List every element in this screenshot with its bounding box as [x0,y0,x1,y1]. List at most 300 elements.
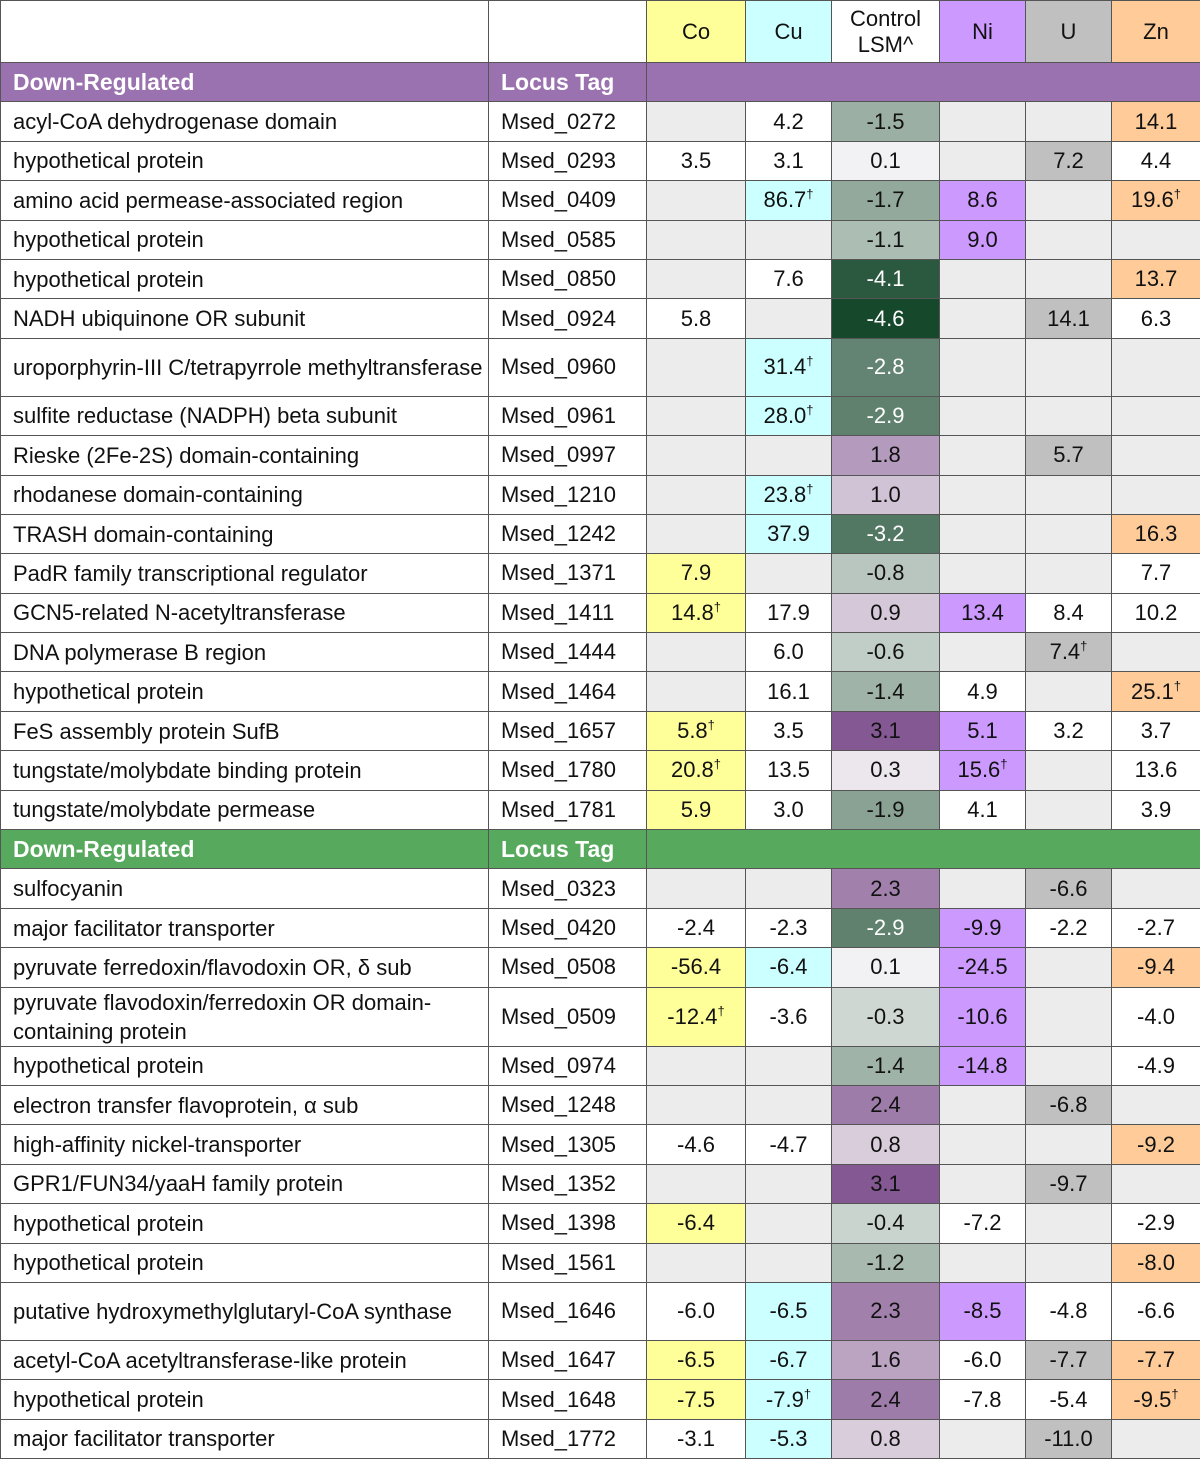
value-u: 8.4 [1026,593,1112,632]
value-zn [1112,1085,1200,1124]
value-zn [1112,672,1200,711]
locus-tag: Msed_0323 [489,869,647,908]
gene-name: hypothetical protein [1,1243,489,1282]
dagger-mark: † [1080,638,1088,654]
value-u: 5.7 [1026,436,1112,475]
value-ctl: -1.5 [832,102,940,141]
table-row [1,790,1200,829]
value-u [1026,514,1112,553]
locus-tag: Msed_1305 [489,1125,647,1164]
gene-name: tungstate/molybdate binding protein [1,751,489,790]
locus-tag: Msed_0420 [489,908,647,947]
value-ctl: -4.1 [832,259,940,298]
value-co: -6.4 [647,1204,746,1243]
value-zn: -2.7 [1112,908,1200,947]
table-row [1,299,1200,338]
value-co [647,436,746,475]
table-row [1,1204,1200,1243]
value-u [1026,1125,1112,1164]
value-cu: 4.2 [746,102,832,141]
value-ctl: 2.3 [832,869,940,908]
section-locus-label: Locus Tag [489,63,647,102]
dagger-mark: † [713,599,722,615]
value-ni [940,475,1026,514]
section-header-down [1,830,1200,869]
value-zn [1112,1380,1200,1419]
value-ni [940,396,1026,435]
locus-tag: Msed_1772 [489,1419,647,1458]
value-zn: -4.0 [1112,987,1200,1046]
value-ctl: 0.3 [832,751,940,790]
value-zn [1112,1164,1200,1203]
value-ctl: -1.1 [832,220,940,259]
dagger-mark: † [806,402,814,418]
section-fill [647,63,1200,102]
value-cu [746,869,832,908]
locus-tag: Msed_1411 [489,593,647,632]
locus-tag: Msed_1444 [489,633,647,672]
value-zn [1112,338,1200,396]
value-co: -4.6 [647,1125,746,1164]
value-co [647,514,746,553]
value-co [647,987,746,1046]
value-co: -6.0 [647,1282,746,1340]
value-cu: -6.5 [746,1282,832,1340]
table-row [1,514,1200,553]
value-zn: -8.0 [1112,1243,1200,1282]
value-cu [746,1204,832,1243]
value-ni [940,102,1026,141]
gene-name: PadR family transcriptional regulator [1,554,489,593]
value-u [1026,790,1112,829]
value-co [647,1085,746,1124]
value-co [647,181,746,220]
value-zn: 10.2 [1112,593,1200,632]
table-row [1,948,1200,987]
gene-name: hypothetical protein [1,1204,489,1243]
value-ni [940,1085,1026,1124]
value-co: -6.5 [647,1340,746,1379]
table-row [1,1419,1200,1458]
value-cu [746,475,832,514]
gene-name: hypothetical protein [1,259,489,298]
table-row [1,475,1200,514]
header-zn: Zn [1112,1,1200,63]
locus-tag: Msed_0850 [489,259,647,298]
value-ni [940,1125,1026,1164]
value-co [647,220,746,259]
value-cu: 7.6 [746,259,832,298]
value-u: -4.8 [1026,1282,1112,1340]
value-cu: -2.3 [746,908,832,947]
value-u [1026,475,1112,514]
value-cu [746,1380,832,1419]
value-zn: -9.4 [1112,948,1200,987]
value-co [647,672,746,711]
table-row [1,102,1200,141]
locus-tag: Msed_1210 [489,475,647,514]
header-blank-tag [489,1,647,63]
value-u [1026,102,1112,141]
value-cu: 17.9 [746,593,832,632]
section-fill [647,830,1200,869]
value-u: -6.6 [1026,869,1112,908]
value-u: -5.4 [1026,1380,1112,1419]
dagger-mark: † [1171,1386,1179,1402]
value-u [1026,259,1112,298]
table-row [1,259,1200,298]
value-ctl: -2.9 [832,396,940,435]
locus-tag: Msed_1561 [489,1243,647,1282]
table-row [1,987,1200,1046]
table-row [1,869,1200,908]
value-co [647,102,746,141]
table-row [1,436,1200,475]
value-u [1026,751,1112,790]
value-ctl: -2.8 [832,338,940,396]
header-control-line2: LSM^ [857,31,914,57]
value-text: -7.9 [765,1386,804,1412]
dagger-mark: † [806,353,814,369]
value-cu: 3.0 [746,790,832,829]
value-co [647,259,746,298]
value-cu: 3.1 [746,141,832,180]
value-cu: 13.5 [746,751,832,790]
value-zn [1112,220,1200,259]
gene-name: acyl-CoA dehydrogenase domain [1,102,489,141]
gene-name: Rieske (2Fe-2S) domain-containing [1,436,489,475]
value-u: -2.2 [1026,908,1112,947]
value-ni [940,436,1026,475]
value-ctl: -3.2 [832,514,940,553]
value-cu [746,396,832,435]
gene-name: hypothetical protein [1,1046,489,1085]
dagger-mark: † [1000,757,1008,773]
value-co: 5.8 [647,299,746,338]
header-cu: Cu [746,1,832,63]
value-ni [940,633,1026,672]
value-u [1026,672,1112,711]
value-co [647,711,746,750]
value-cu: 16.1 [746,672,832,711]
value-ni: 9.0 [940,220,1026,259]
value-u [1026,181,1112,220]
value-u: 3.2 [1026,711,1112,750]
gene-name: pyruvate flavodoxin/ferredoxin OR domain-containing protein [1,987,489,1046]
value-co [647,593,746,632]
locus-tag: Msed_1781 [489,790,647,829]
value-co [647,396,746,435]
value-text: 23.8 [763,481,807,507]
value-cu [746,1085,832,1124]
table-row [1,396,1200,435]
value-u [1026,1243,1112,1282]
value-ctl: 2.4 [832,1085,940,1124]
value-cu: 6.0 [746,633,832,672]
gene-name: GCN5-related N-acetyltransferase [1,593,489,632]
value-zn [1112,1419,1200,1458]
locus-tag: Msed_0293 [489,141,647,180]
value-cu [746,220,832,259]
value-zn: 14.1 [1112,102,1200,141]
value-ni [940,514,1026,553]
value-ni [940,1164,1026,1203]
table-row [1,1046,1200,1085]
gene-name: FeS assembly protein SufB [1,711,489,750]
value-cu [746,436,832,475]
value-ctl: -1.4 [832,1046,940,1085]
table-row [1,1340,1200,1379]
locus-tag: Msed_0409 [489,181,647,220]
dagger-mark: † [1173,187,1182,203]
value-text: 15.6 [957,757,1001,783]
gene-name: GPR1/FUN34/yaaH family protein [1,1164,489,1203]
gene-name: hypothetical protein [1,672,489,711]
value-u: -7.7 [1026,1340,1112,1379]
value-co [647,475,746,514]
column-header-row [1,1,1200,63]
value-zn [1112,396,1200,435]
value-u [1026,338,1112,396]
table-body [1,1,1200,1459]
value-u [1026,554,1112,593]
gene-name: sulfocyanin [1,869,489,908]
value-co: 5.9 [647,790,746,829]
value-cu [746,299,832,338]
header-control [832,1,940,63]
table-row [1,633,1200,672]
gene-name: hypothetical protein [1,1380,489,1419]
gene-name: acetyl-CoA acetyltransferase-like protein [1,1340,489,1379]
locus-tag: Msed_1648 [489,1380,647,1419]
value-cu: -6.4 [746,948,832,987]
value-text: 19.6 [1130,187,1174,213]
value-cu [746,1164,832,1203]
value-u [1026,1046,1112,1085]
value-ctl: 0.8 [832,1419,940,1458]
gene-name: hypothetical protein [1,141,489,180]
value-ni: 4.9 [940,672,1026,711]
value-ni [940,554,1026,593]
value-zn: 3.9 [1112,790,1200,829]
header-u: U [1026,1,1112,63]
value-cu: 3.5 [746,711,832,750]
gene-name: pyruvate ferredoxin/flavodoxin OR, δ sub [1,948,489,987]
locus-tag: Msed_0924 [489,299,647,338]
locus-tag: Msed_1780 [489,751,647,790]
value-ni: -6.0 [940,1340,1026,1379]
value-text: 5.8 [677,718,708,744]
value-zn: -4.9 [1112,1046,1200,1085]
locus-tag: Msed_1464 [489,672,647,711]
value-u: -11.0 [1026,1419,1112,1458]
dagger-mark: † [806,481,814,497]
section-header-up [1,63,1200,102]
table-row [1,1164,1200,1203]
value-cu: -3.6 [746,987,832,1046]
locus-tag: Msed_1646 [489,1282,647,1340]
value-ctl: -1.9 [832,790,940,829]
value-cu [746,1046,832,1085]
value-ctl: -0.3 [832,987,940,1046]
table-row [1,1380,1200,1419]
value-ctl: 0.8 [832,1125,940,1164]
value-ni [940,751,1026,790]
value-zn [1112,869,1200,908]
locus-tag: Msed_0272 [489,102,647,141]
value-co [647,633,746,672]
header-control-line1: Control [850,5,921,31]
gene-name: rhodanese domain-containing [1,475,489,514]
dagger-mark: † [717,1003,725,1019]
value-cu: -4.7 [746,1125,832,1164]
table-row [1,554,1200,593]
value-zn: -2.9 [1112,1204,1200,1243]
value-ctl: -1.4 [832,672,940,711]
value-text: 28.0 [763,402,807,428]
gene-name: major facilitator transporter [1,1419,489,1458]
value-u [1026,220,1112,259]
value-ctl: -0.8 [832,554,940,593]
gene-name: hypothetical protein [1,220,489,259]
value-ni [940,1243,1026,1282]
value-text: 20.8 [670,757,714,783]
value-co: 7.9 [647,554,746,593]
header-ni: Ni [940,1,1026,63]
value-cu [746,181,832,220]
value-cu [746,554,832,593]
value-ctl: -1.2 [832,1243,940,1282]
locus-tag: Msed_0508 [489,948,647,987]
gene-name: sulfite reductase (NADPH) beta subunit [1,396,489,435]
table-row [1,1125,1200,1164]
locus-tag: Msed_0961 [489,396,647,435]
value-zn [1112,475,1200,514]
value-ctl: -4.6 [832,299,940,338]
locus-tag: Msed_0960 [489,338,647,396]
value-ni: -24.5 [940,948,1026,987]
table-row [1,672,1200,711]
header-blank-gene [1,1,489,63]
value-ni [940,338,1026,396]
table-row [1,1085,1200,1124]
value-zn: 13.6 [1112,751,1200,790]
value-cu [746,338,832,396]
table-row [1,181,1200,220]
value-u [1026,948,1112,987]
value-text: 86.7 [763,187,807,213]
value-ni [940,259,1026,298]
gene-name: electron transfer flavoprotein, α sub [1,1085,489,1124]
value-zn: 7.7 [1112,554,1200,593]
value-ctl: 0.1 [832,948,940,987]
value-text: -12.4 [667,1003,718,1029]
value-text: 25.1 [1130,678,1174,704]
value-zn: -6.6 [1112,1282,1200,1340]
value-text: 7.4 [1049,639,1081,665]
value-zn: 16.3 [1112,514,1200,553]
value-ni: -7.2 [940,1204,1026,1243]
header-co: Co [647,1,746,63]
gene-name: amino acid permease-associated region [1,181,489,220]
value-ni [940,141,1026,180]
locus-tag: Msed_1371 [489,554,647,593]
dagger-mark: † [713,757,722,773]
table-row [1,1243,1200,1282]
dagger-mark: † [803,1386,812,1402]
value-cu: 37.9 [746,514,832,553]
value-zn: 13.7 [1112,259,1200,298]
value-cu: -6.7 [746,1340,832,1379]
value-u: -9.7 [1026,1164,1112,1203]
value-ctl: -0.4 [832,1204,940,1243]
value-ni: 13.4 [940,593,1026,632]
value-cu: -5.3 [746,1419,832,1458]
value-ni [940,299,1026,338]
locus-tag: Msed_0509 [489,987,647,1046]
value-text: 31.4 [763,354,807,380]
gene-name: uroporphyrin-III C/tetrapyrrole methyltransferase [1,338,489,396]
table-row [1,908,1200,947]
gene-name: NADH ubiquinone OR subunit [1,299,489,338]
gene-name: high-affinity nickel-transporter [1,1125,489,1164]
value-co: 3.5 [647,141,746,180]
value-ctl: 2.3 [832,1282,940,1340]
value-co [647,1164,746,1203]
value-ctl: 3.1 [832,711,940,750]
value-ctl: -2.9 [832,908,940,947]
value-co: -7.5 [647,1380,746,1419]
value-ctl: 0.9 [832,593,940,632]
value-co [647,751,746,790]
locus-tag: Msed_0585 [489,220,647,259]
value-u: 7.2 [1026,141,1112,180]
value-co [647,338,746,396]
gene-name: major facilitator transporter [1,908,489,947]
value-u [1026,396,1112,435]
value-ctl: 1.0 [832,475,940,514]
gene-name: TRASH domain-containing [1,514,489,553]
section-title: Down-Regulated [1,63,489,102]
table-row [1,338,1200,396]
value-ctl: -0.6 [832,633,940,672]
section-title: Down-Regulated [1,830,489,869]
locus-tag: Msed_1352 [489,1164,647,1203]
locus-tag: Msed_1647 [489,1340,647,1379]
value-co: -3.1 [647,1419,746,1458]
value-text: 14.8 [670,599,714,625]
value-ctl: 1.6 [832,1340,940,1379]
value-co [647,1243,746,1282]
gene-name: DNA polymerase B region [1,633,489,672]
value-ni: -7.8 [940,1380,1026,1419]
value-ctl: 3.1 [832,1164,940,1203]
value-u: -6.8 [1026,1085,1112,1124]
locus-tag: Msed_0974 [489,1046,647,1085]
locus-tag: Msed_1657 [489,711,647,750]
value-zn: 4.4 [1112,141,1200,180]
gene-name: putative hydroxymethylglutaryl-CoA synthase [1,1282,489,1340]
dagger-mark: † [1173,678,1182,694]
dagger-mark: † [707,717,715,733]
value-ni: -14.8 [940,1046,1026,1085]
value-u [1026,633,1112,672]
value-u: 14.1 [1026,299,1112,338]
table-row [1,141,1200,180]
value-cu [746,1243,832,1282]
value-zn [1112,633,1200,672]
value-zn [1112,181,1200,220]
